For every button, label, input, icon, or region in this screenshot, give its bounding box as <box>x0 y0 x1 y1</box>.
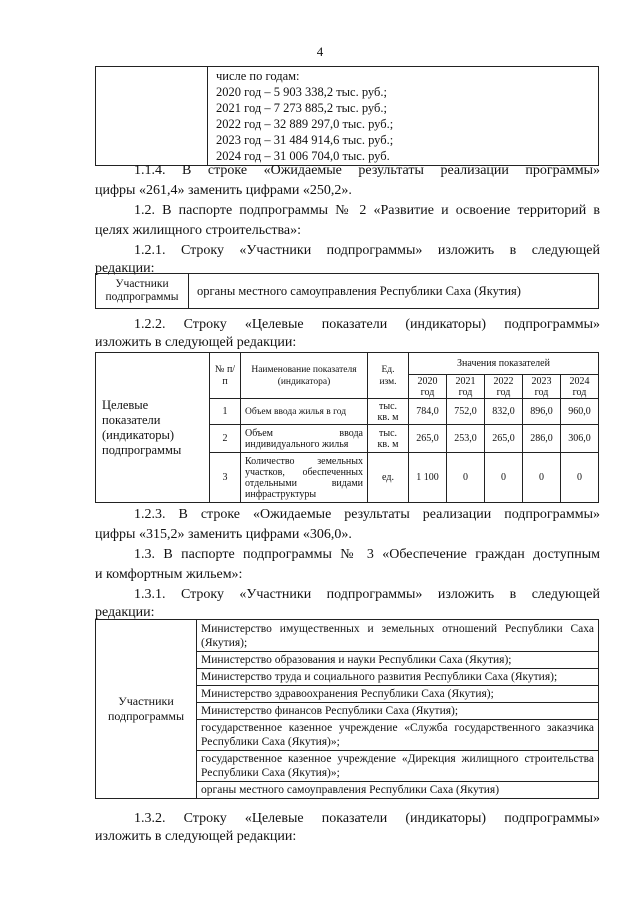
participants-label: Участники подпрограммы <box>96 274 189 309</box>
col-name-header: Наименование показателя (индикатора) <box>241 353 368 399</box>
budget-line: числе по годам: <box>216 69 300 83</box>
participant-item: Министерство имущественных и земельных отношений Республики Саха (Якутия); <box>197 621 598 652</box>
para-1-2-2-line2: изложить в следующей редакции: <box>95 335 297 350</box>
row-value: 0 <box>523 453 561 503</box>
row-value: 265,0 <box>485 425 523 453</box>
year-header: 2021 год <box>447 375 485 399</box>
row-value: 1 100 <box>409 453 447 503</box>
row-value: 0 <box>561 453 599 503</box>
participants-label: Участники подпрограммы <box>96 620 197 799</box>
indicators-row-label: Целевые показатели (индикаторы) подпрограммы <box>96 353 210 503</box>
budget-table <box>95 66 599 166</box>
participants-table-2 <box>95 273 599 309</box>
budget-line: 2021 год – 7 273 885,2 тыс. руб.; <box>216 101 387 115</box>
para-1-3-line2: и комфортным жильем»: <box>95 567 243 582</box>
row-num: 1 <box>210 399 241 425</box>
row-value: 306,0 <box>561 425 599 453</box>
row-unit: тыс. кв. м <box>368 399 409 425</box>
row-name: Объем ввода жилья в год <box>241 399 368 425</box>
para-1-2-line2: целях жилищного строительства»: <box>95 223 302 238</box>
participant-item: Министерство труда и социального развития Республики Саха (Якутия); <box>197 669 598 686</box>
row-value: 752,0 <box>447 399 485 425</box>
participant-item: государственное казенное учреждение «Дирекция жилищного строительства Республики Саха (Якутия)»; <box>197 751 598 782</box>
row-num: 2 <box>210 425 241 453</box>
para-1-2-3-line2: цифры «315,2» заменить цифрами «306,0». <box>95 527 352 542</box>
participants-value: органы местного самоуправления Республики Саха (Якутия) <box>189 274 599 309</box>
para-1-3-2-line1: 1.3.2. Строку «Целевые показатели (индикаторы) подпрограммы» <box>134 811 600 826</box>
year-header: 2023 год <box>523 375 561 399</box>
row-value: 265,0 <box>409 425 447 453</box>
col-num-header: № п/п <box>210 353 241 399</box>
col-values-header: Значения показателей <box>409 353 599 375</box>
para-1-2-line1: 1.2. В паспорте подпрограммы № 2 «Развитие и освоение территорий в <box>134 203 600 218</box>
indicators-table <box>95 352 599 503</box>
participant-item: Министерство финансов Республики Саха (Якутия); <box>197 703 598 720</box>
row-unit: ед. <box>368 453 409 503</box>
para-1-3-line1: 1.3. В паспорте подпрограммы № 3 «Обеспечение граждан доступным <box>134 547 600 562</box>
row-name: Количество земельных участков, обеспеченных отдельными видами инфраструктуры <box>241 453 368 503</box>
para-1-3-2-line2: изложить в следующей редакции: <box>95 829 297 844</box>
para-1-1-4-line1: 1.1.4. В строке «Ожидаемые результаты реализации программы» <box>134 163 600 178</box>
row-value: 286,0 <box>523 425 561 453</box>
year-header: 2024 год <box>561 375 599 399</box>
budget-line: 2020 год – 5 903 338,2 тыс. руб.; <box>216 85 387 99</box>
budget-line: 2023 год – 31 484 914,6 тыс. руб.; <box>216 133 394 147</box>
para-1-2-3-line1: 1.2.3. В строке «Ожидаемые результаты реализации подпрограммы» <box>134 507 600 522</box>
budget-table-label-cell <box>96 67 208 166</box>
para-1-2-2-line1: 1.2.2. Строку «Целевые показатели (индикаторы) подпрограммы» <box>134 317 600 332</box>
budget-lines <box>208 67 599 166</box>
participants-list <box>197 620 599 799</box>
page-number: 4 <box>316 44 324 59</box>
row-value: 0 <box>447 453 485 503</box>
row-unit: тыс. кв. м <box>368 425 409 453</box>
col-unit-header: Ед. изм. <box>368 353 409 399</box>
row-value: 253,0 <box>447 425 485 453</box>
row-value: 896,0 <box>523 399 561 425</box>
year-header: 2022 год <box>485 375 523 399</box>
row-value: 960,0 <box>561 399 599 425</box>
row-value: 784,0 <box>409 399 447 425</box>
participant-item: государственное казенное учреждение «Служба государственного заказчика Республики Саха (Якутия)»; <box>197 720 598 751</box>
row-value: 0 <box>485 453 523 503</box>
participant-item: органы местного самоуправления Республики Саха (Якутия) <box>201 783 500 796</box>
para-1-1-4-line2: цифры «261,4» заменить цифрами «250,2». <box>95 183 352 198</box>
para-1-3-1-line2: редакции: <box>95 605 155 620</box>
participant-item: Министерство образования и науки Республики Саха (Якутия); <box>197 652 598 669</box>
para-1-2-1-line2: редакции: <box>95 261 155 276</box>
participants-table-3 <box>95 619 599 799</box>
year-header: 2020 год <box>409 375 447 399</box>
participant-item: Министерство здравоохранения Республики Саха (Якутия); <box>197 686 598 703</box>
budget-line: 2022 год – 32 889 297,0 тыс. руб.; <box>216 117 394 131</box>
row-name: Объем ввода индивидуального жилья <box>241 425 368 453</box>
row-num: 3 <box>210 453 241 503</box>
para-1-3-1-line1: 1.3.1. Строку «Участники подпрограммы» изложить в следующей <box>134 587 600 602</box>
row-value: 832,0 <box>485 399 523 425</box>
budget-line: 2024 год – 31 006 704,0 тыс. руб. <box>216 149 390 163</box>
para-1-2-1-line1: 1.2.1. Строку «Участники подпрограммы» изложить в следующей <box>134 243 600 258</box>
